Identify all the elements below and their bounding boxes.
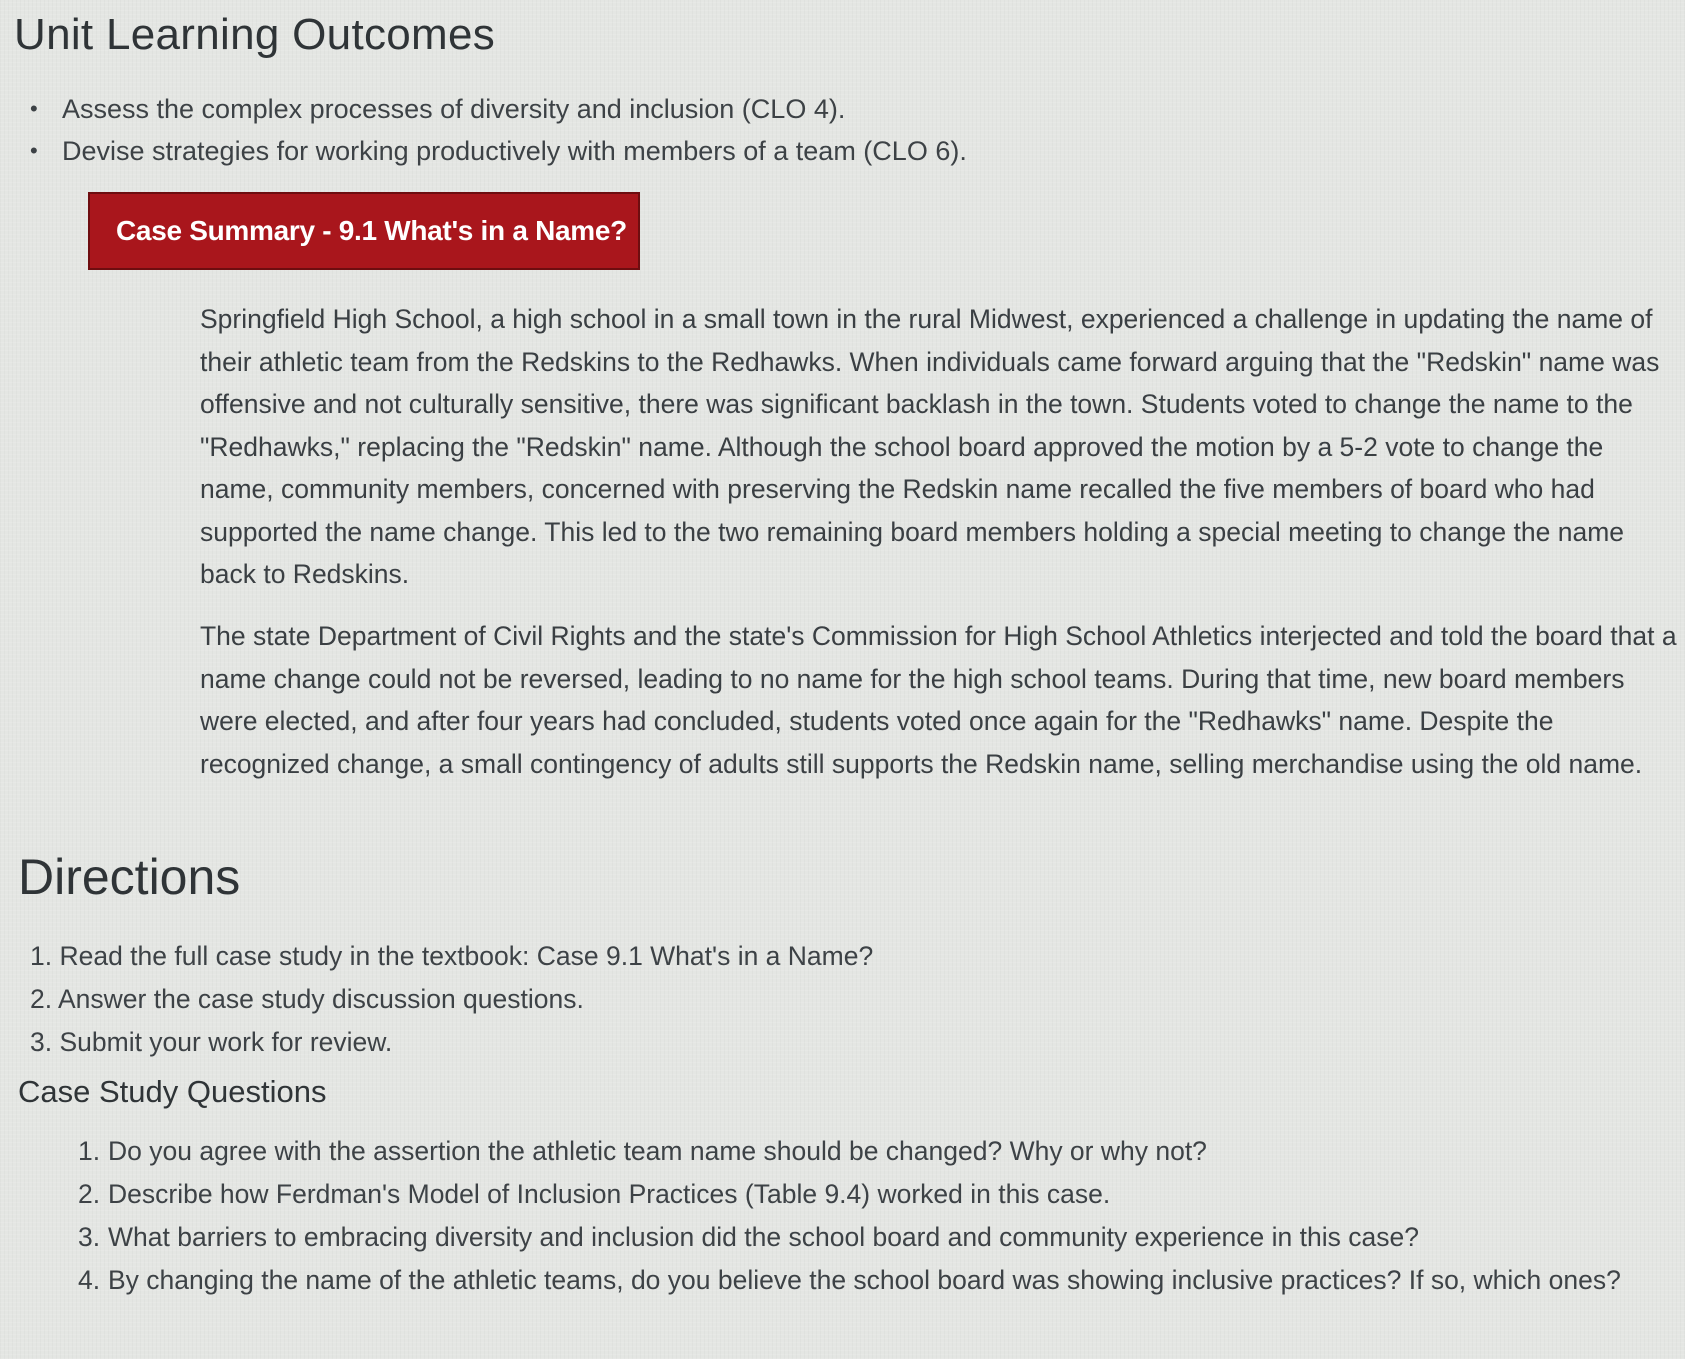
- question-number: 3.: [78, 1222, 101, 1252]
- question-number: 2.: [78, 1179, 101, 1209]
- outcome-item: • Devise strategies for working productively with members of a team (CLO 6).: [30, 130, 1180, 172]
- direction-item: 1. Read the full case study in the textbook: Case 9.1 What's in a Name?: [30, 941, 874, 971]
- directions-list: [30, 935, 1130, 1064]
- direction-item: 2. Answer the case study discussion questions.: [30, 984, 584, 1014]
- case-summary-button[interactable]: Case Summary - 9.1 What's in a Name?: [88, 192, 640, 270]
- unit-outcomes-heading: Unit Learning Outcomes: [14, 10, 496, 59]
- question-item: [78, 1216, 1638, 1259]
- question-item: [78, 1130, 1638, 1173]
- question-item: [78, 1173, 1638, 1216]
- question-text: Describe how Ferdman's Model of Inclusion Practices (Table 9.4) worked in this case.: [108, 1179, 1111, 1209]
- case-questions-list: [78, 1130, 1638, 1302]
- question-text: By changing the name of the athletic teams, do you believe the school board was showing inclusive practices? If so, which ones?: [108, 1265, 1621, 1295]
- directions-heading: Directions: [18, 849, 241, 905]
- direction-item: 3. Submit your work for review.: [30, 1027, 393, 1057]
- question-text: Do you agree with the assertion the athletic team name should be changed? Why or why not?: [108, 1136, 1207, 1166]
- question-number: 4.: [78, 1265, 101, 1295]
- case-summary-paragraph: The state Department of Civil Rights and the state's Commission for High School Athletics interjected and told the board that a name change could not be reversed, leading to no name for the high school teams. During that time, new board members were elected, and after four years had concluded, students voted once again for the "Redhawks" name. Despite the recognized change, a small contingency of adults still supports the Redskin name, selling merchandise using the old name.: [200, 621, 1677, 779]
- question-item: [78, 1259, 1638, 1302]
- outcome-item: • Assess the complex processes of diversity and inclusion (CLO 4).: [30, 88, 1180, 130]
- case-summary-paragraph: Springfield High School, a high school in a small town in the rural Midwest, experienced a challenge in updating the name of their athletic team from the Redskins to the Redhawks. When individuals came forward arguing that the "Redskin" name was offensive and not culturally sensitive, there was significant backlash in the town. Students voted to change the name to the "Redhawks," replacing the "Redskin" name. Although the school board approved the motion by a 5-2 vote to change the name, community members, concerned with preserving the Redskin name recalled the five members of board who had supported the name change. This led to the two remaining board members holding a special meeting to change the name back to Redskins.: [200, 304, 1660, 589]
- outcomes-list: [30, 88, 1180, 172]
- question-number: 1.: [78, 1136, 101, 1166]
- question-text: What barriers to embracing diversity and inclusion did the school board and community experience in this case?: [108, 1222, 1419, 1252]
- case-questions-heading: Case Study Questions: [18, 1074, 327, 1109]
